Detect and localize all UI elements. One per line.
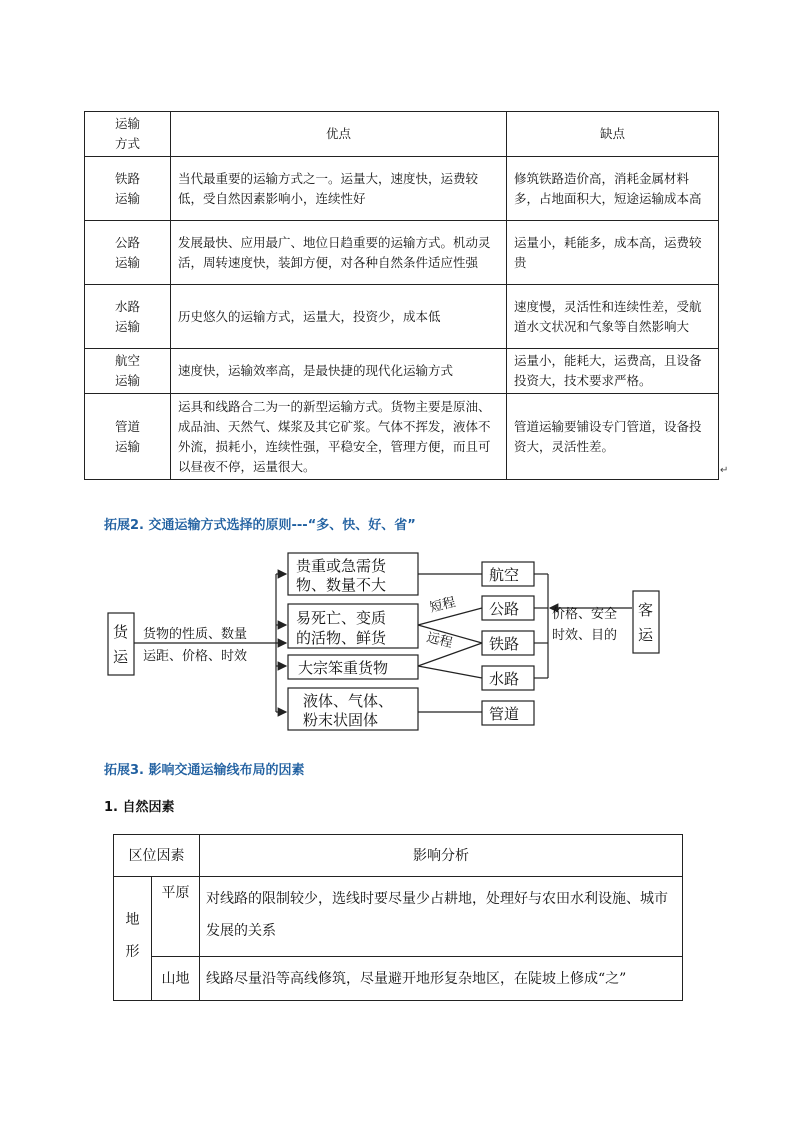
cargo-valuable-line-1: 贵重或急需货 bbox=[296, 557, 387, 575]
mode-rail: 铁路 bbox=[489, 635, 520, 653]
header-pros: 优点 bbox=[171, 112, 507, 157]
mode-text: 公路 运输 bbox=[114, 234, 140, 270]
mode-road: 公路 bbox=[489, 600, 520, 618]
mode-text: 航空 运输 bbox=[114, 353, 140, 388]
mode-cell bbox=[85, 157, 171, 221]
cons-cell: 运量小，耗能多，成本高，运费较贵 bbox=[507, 221, 719, 285]
cons-cell: 速度慢，灵活性和连续性差，受航道水文状况和气象等自然影响大 bbox=[507, 285, 719, 349]
terrain-group-cell bbox=[114, 877, 152, 1001]
transport-choice-diagram bbox=[100, 545, 670, 740]
header-mode bbox=[85, 112, 171, 157]
table-row bbox=[85, 394, 719, 480]
terrain-group-text: 地 形 bbox=[125, 911, 140, 960]
table2-header-row bbox=[114, 835, 683, 877]
natural-factors-table bbox=[113, 834, 683, 1001]
section2-title: 拓展2. 交通运输方式选择的原则---“多、快、好、省” bbox=[104, 518, 416, 533]
factor-plain: 平原 bbox=[152, 877, 200, 957]
mode-pipe: 管道 bbox=[489, 705, 520, 723]
freight-char-2: 运 bbox=[113, 648, 129, 666]
cons-cell: 管道运输要铺设专门管道，设备投资大，灵活性差。 bbox=[507, 394, 719, 480]
analysis-plain: 对线路的限制较少，选线时要尽量少占耕地，处理好与农田水利设施、城市发展的关系 bbox=[200, 877, 683, 957]
pros-cell: 速度快，运输效率高，是最快捷的现代化运输方式 bbox=[171, 349, 507, 394]
mode-air: 航空 bbox=[489, 566, 520, 584]
table-row bbox=[85, 285, 719, 349]
mode-text: 水路 运输 bbox=[114, 298, 140, 334]
section3-title: 拓展3. 影响交通运输线布局的因素 bbox=[104, 763, 305, 778]
cargo-liquid-line-2: 粉末状固体 bbox=[303, 711, 379, 729]
cargo-valuable-line-2: 物、数量不大 bbox=[296, 576, 387, 594]
passenger-factors-line-2: 时效、目的 bbox=[552, 628, 618, 643]
mode-text: 铁路 运输 bbox=[114, 170, 140, 206]
header-mode-text: 运输 方式 bbox=[114, 116, 140, 151]
factor-mountain: 山地 bbox=[152, 957, 200, 1001]
passenger-char-1: 客 bbox=[638, 601, 654, 619]
short-label: 短程 bbox=[428, 595, 458, 616]
mode-text: 管道 运输 bbox=[114, 418, 140, 454]
cargo-perishable-line-1: 易死亡、变质 bbox=[296, 609, 387, 627]
cons-cell: 修筑铁路造价高，消耗金属材料多，占地面积大，短途运输成本高 bbox=[507, 157, 719, 221]
link-bulk-water bbox=[418, 666, 482, 678]
cargo-liquid-line-1: 液体、气体、 bbox=[303, 692, 394, 710]
table-row bbox=[85, 221, 719, 285]
table-header-row bbox=[85, 112, 719, 157]
paragraph-mark: ↵ bbox=[720, 465, 729, 476]
table-row bbox=[85, 157, 719, 221]
mode-cell bbox=[85, 221, 171, 285]
header-cons: 缺点 bbox=[507, 112, 719, 157]
header-analysis: 影响分析 bbox=[200, 835, 683, 877]
transport-comparison-table bbox=[84, 111, 719, 480]
cargo-perishable-line-2: 的活物、鲜货 bbox=[296, 629, 387, 647]
table-row bbox=[114, 877, 683, 957]
subsection1-title: 1. 自然因素 bbox=[104, 800, 175, 815]
cargo-bulk: 大宗笨重货物 bbox=[298, 659, 389, 677]
pros-cell: 当代最重要的运输方式之一。运量大，速度快，运费较低，受自然因素影响小，连续性好 bbox=[171, 157, 507, 221]
passenger-factors-line-1: 价格、安全 bbox=[552, 607, 618, 622]
mode-water: 水路 bbox=[489, 670, 520, 688]
passenger-char-2: 运 bbox=[638, 626, 654, 644]
header-factor: 区位因素 bbox=[114, 835, 200, 877]
long-label: 远程 bbox=[425, 630, 454, 652]
table-row bbox=[85, 349, 719, 394]
mode-cell bbox=[85, 285, 171, 349]
pros-cell: 历史悠久的运输方式，运量大，投资少，成本低 bbox=[171, 285, 507, 349]
freight-char-1: 货 bbox=[113, 623, 129, 641]
pros-cell: 发展最快、应用最广、地位日趋重要的运输方式。机动灵活，周转速度快，装卸方便，对各种自然条件适应性强 bbox=[171, 221, 507, 285]
factors-line-1: 货物的性质、数量 bbox=[143, 627, 248, 642]
table-row bbox=[114, 957, 683, 1001]
pros-cell: 运具和线路合二为一的新型运输方式。货物主要是原油、成品油、天然气、煤浆及其它矿浆。气体不挥发，液体不外流，损耗小，连续性强，平稳安全，管理方便，而且可以昼夜不停，运量很大。 bbox=[171, 394, 507, 480]
analysis-mountain: 线路尽量沿等高线修筑，尽量避开地形复杂地区，在陡坡上修成“之” bbox=[200, 957, 683, 1001]
mode-cell bbox=[85, 394, 171, 480]
mode-cell bbox=[85, 349, 171, 394]
factors-line-2: 运距、价格、时效 bbox=[143, 649, 248, 664]
cons-cell: 运量小，能耗大，运费高，且设备投资大，技术要求严格。 bbox=[507, 349, 719, 394]
